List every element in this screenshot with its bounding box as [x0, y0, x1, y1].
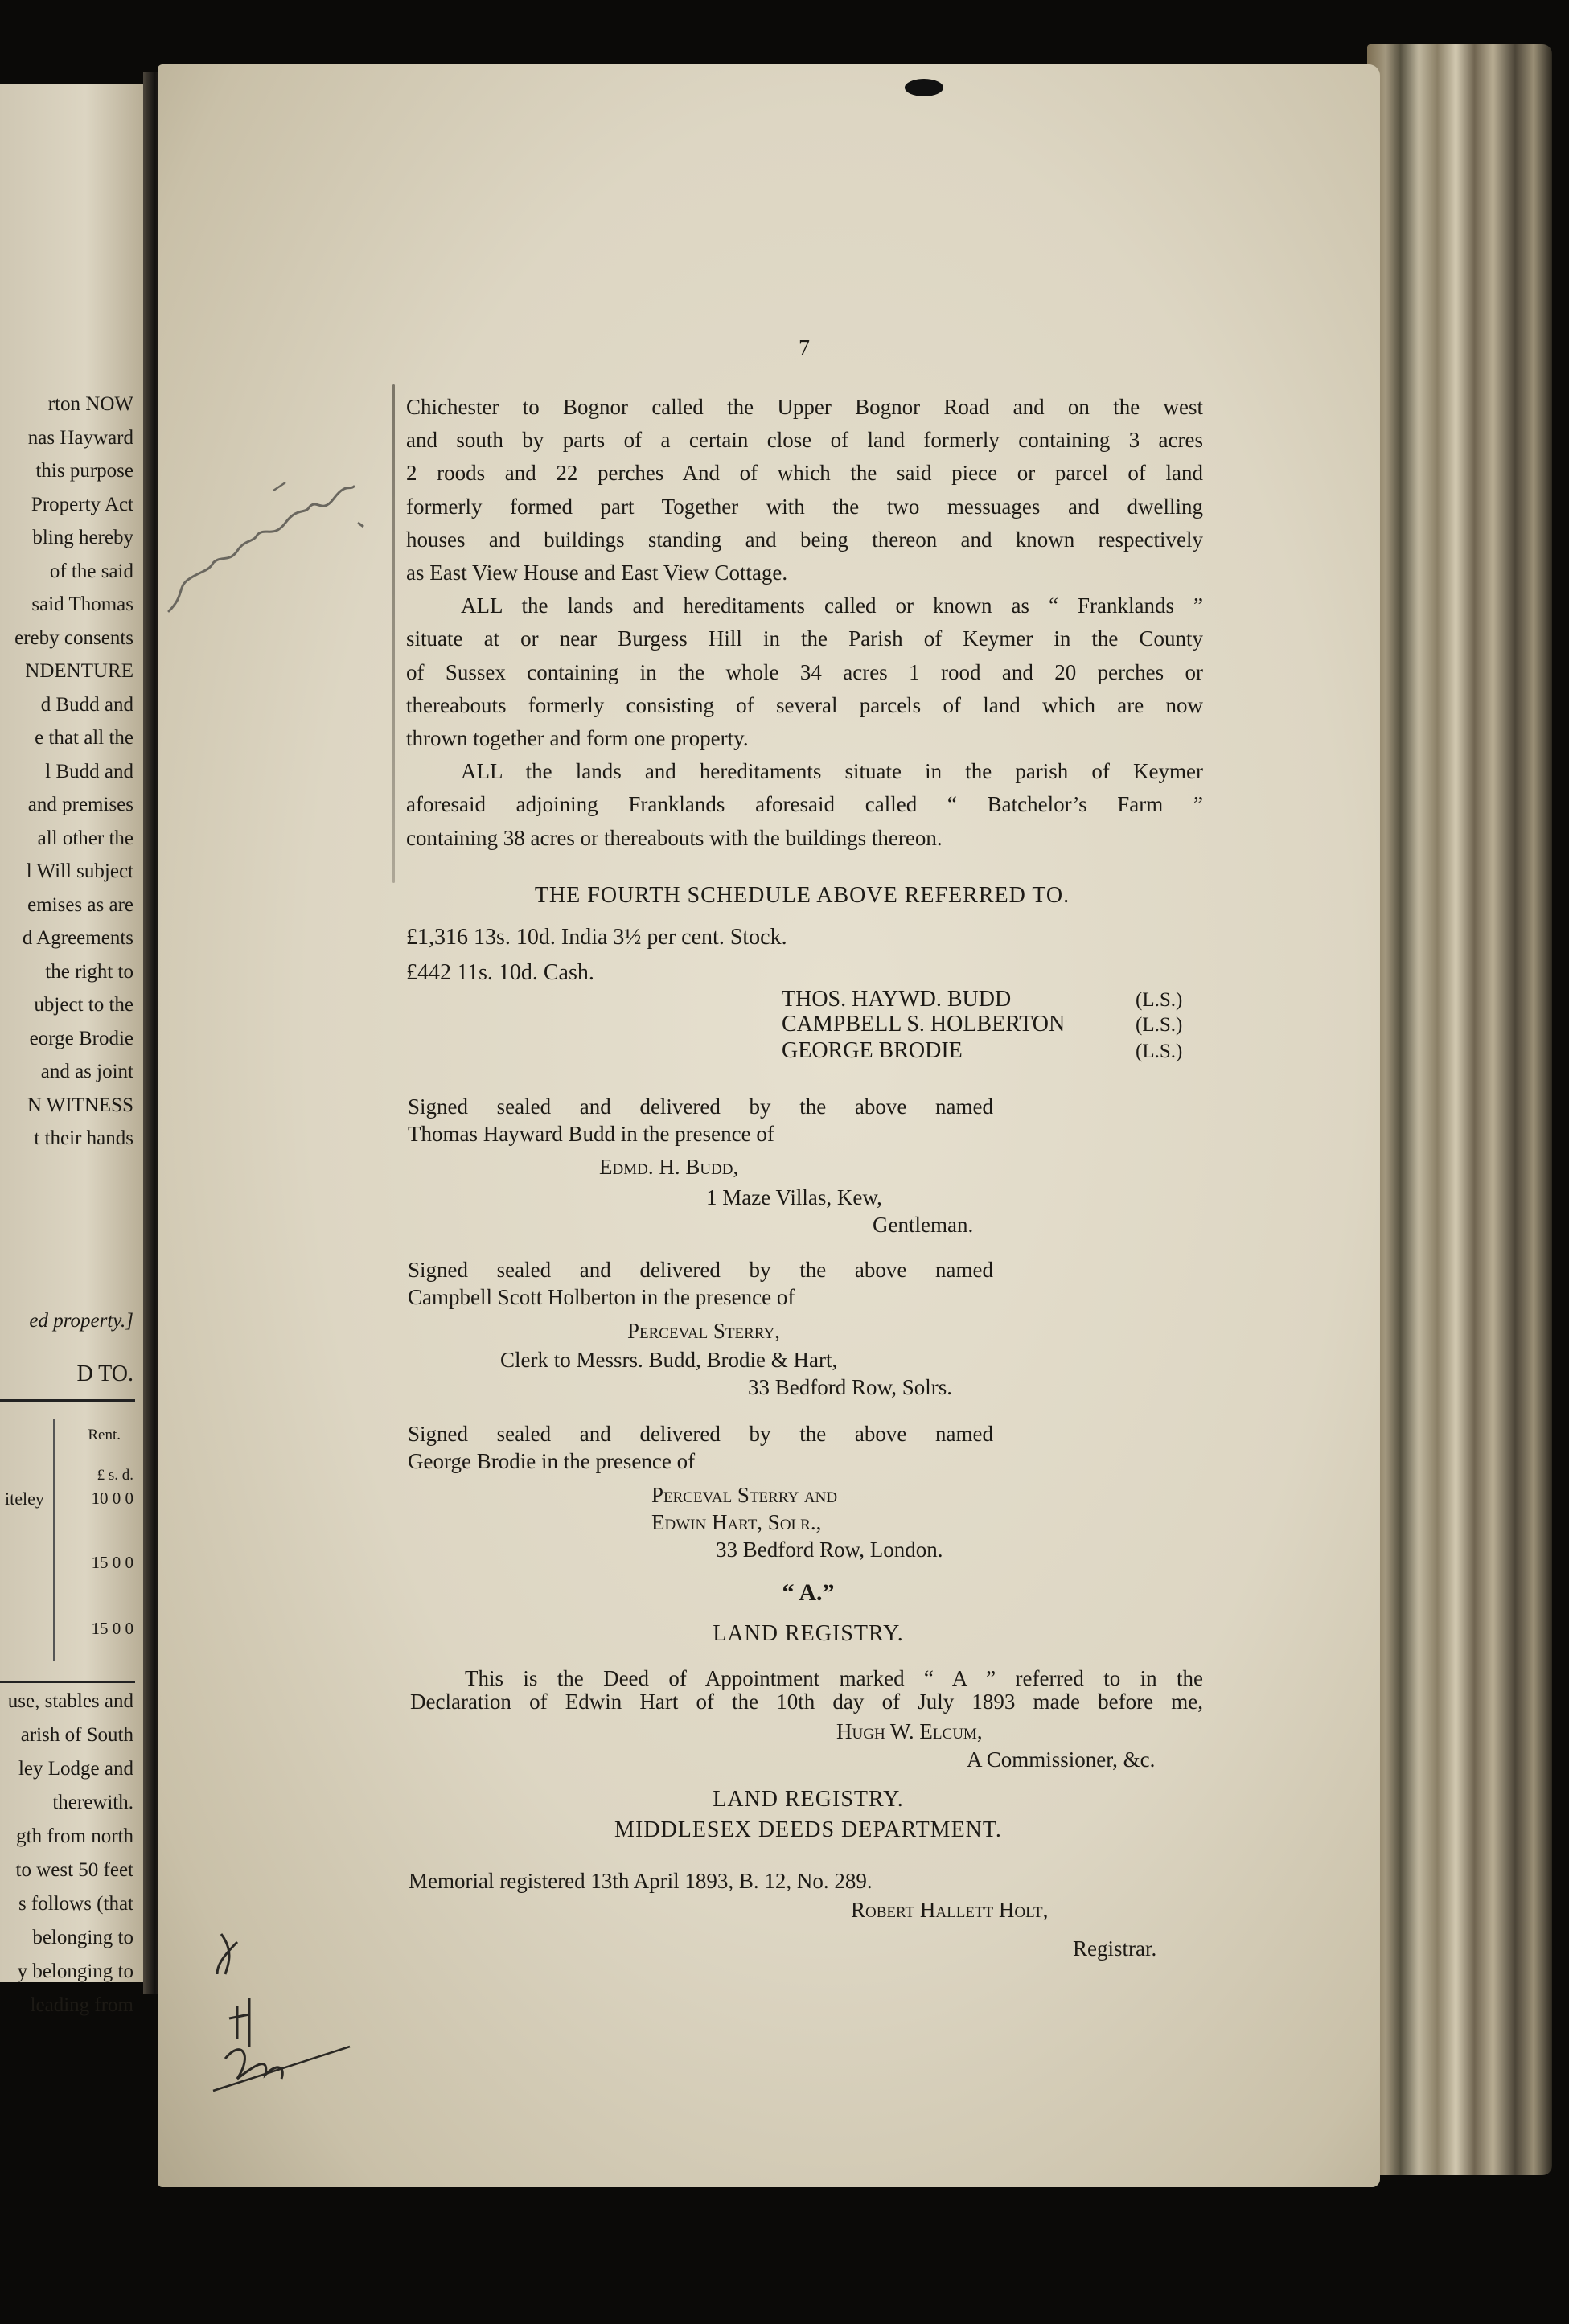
facing-page-line: e that all the: [35, 727, 133, 749]
witness-name: Edwin Hart, Solr.,: [651, 1510, 822, 1534]
facing-page-line: ley Lodge and: [18, 1758, 133, 1780]
attestation-line: Campbell Scott Holberton in the presence of: [408, 1285, 795, 1309]
witness-name: Perceval Sterry and: [651, 1483, 838, 1507]
facing-page-line: nas Hayward: [27, 426, 133, 449]
facing-page-line: gth from north: [16, 1825, 133, 1847]
exhibit-text: Declaration of Edwin Hart of the 10th day of July 1893 made before me,: [410, 1690, 1203, 1714]
handwritten-margin-note: [153, 474, 386, 635]
body-line: and south by parts of a certain close of land formerly containing 3 acres: [406, 428, 1203, 453]
facing-page-line: ereby consents: [14, 626, 133, 649]
registry-heading: LAND REGISTRY.: [713, 1787, 904, 1812]
attestation-line: George Brodie in the presence of: [408, 1449, 696, 1473]
facing-page-heading: D TO.: [76, 1361, 133, 1386]
facing-page-line: arish of South: [20, 1724, 133, 1746]
facing-table-row-label: iteley: [5, 1488, 44, 1509]
signatory-name: THOS. HAYWD. BUDD: [782, 987, 1012, 1012]
schedule-item: £442 11s. 10d. Cash.: [406, 960, 594, 985]
facing-page-line: and as joint: [40, 1061, 133, 1082]
body-line: ALL the lands and hereditaments situate in the parish of Keymer: [461, 759, 1203, 784]
facing-page-line: d Agreements: [22, 927, 133, 949]
schedule-heading: THE FOURTH SCHEDULE ABOVE REFERRED TO.: [534, 883, 1070, 908]
seal-mark: (L.S.): [1136, 989, 1183, 1011]
facing-page-line: all other the: [37, 827, 133, 849]
facing-page-line: to west 50 feet: [15, 1859, 133, 1881]
facing-page-line: emises as are: [27, 893, 133, 916]
facing-page-line: y belonging to: [17, 1961, 133, 1982]
facing-page-line: leading from: [30, 1994, 133, 2016]
seal-mark: (L.S.): [1136, 1041, 1183, 1062]
ink-smudge: [905, 79, 943, 96]
exhibit-heading: LAND REGISTRY.: [713, 1621, 904, 1646]
seal-mark: (L.S.): [1136, 1014, 1183, 1036]
attestation-line: Signed sealed and delivered by the above named: [408, 1258, 993, 1282]
body-line: containing 38 acres or thereabouts with the buildings thereon.: [406, 825, 943, 850]
facing-page-line: use, stables and: [7, 1690, 133, 1712]
registry-department: MIDDLESEX DEEDS DEPARTMENT.: [614, 1817, 1002, 1842]
signatory-name: GEORGE BRODIE: [782, 1038, 963, 1063]
body-line: thrown together and form one property.: [406, 726, 749, 750]
body-line: as East View House and East View Cottage.: [406, 560, 788, 585]
facing-table-value: 15 0 0: [91, 1553, 133, 1572]
facing-page-line: belonging to: [32, 1927, 133, 1948]
facing-page-line: bling hereby: [32, 527, 133, 548]
witness-name: Perceval Sterry,: [627, 1319, 780, 1343]
body-line: houses and buildings standing and being thereon and known respectively: [406, 527, 1203, 552]
body-line: aforesaid adjoining Franklands aforesaid called “ Batchelor’s Farm ”: [406, 792, 1203, 817]
facing-page-line: N WITNESS: [27, 1094, 133, 1116]
facing-page-line: d Budd and: [40, 693, 133, 716]
facing-page-line: said Thomas: [31, 593, 133, 615]
witness-name: Edmd. H. Budd,: [599, 1155, 739, 1179]
memorial-line: Memorial registered 13th April 1893, B. 12, No. 289.: [409, 1869, 873, 1893]
body-line: situate at or near Burgess Hill in the Parish of Keymer in the County: [406, 626, 1203, 651]
facing-page-line: NDENTURE: [25, 660, 133, 682]
commissioner-title: A Commissioner, &c.: [967, 1747, 1156, 1772]
body-line: of Sussex containing in the whole 34 acres 1 rood and 20 perches or: [406, 659, 1203, 684]
facing-table-value: 10 0 0: [91, 1488, 133, 1508]
facing-table-header: Rent.: [88, 1427, 121, 1443]
facing-page-line: this purpose: [35, 460, 133, 482]
margin-bracket: [392, 384, 395, 883]
body-line: thereabouts formerly consisting of several parcels of land which are now: [406, 692, 1203, 717]
facing-page-line: s follows (that: [18, 1893, 133, 1915]
witness-occupation: Gentleman.: [873, 1213, 974, 1237]
body-line: ALL the lands and hereditaments called or known as “ Franklands ”: [461, 593, 1203, 618]
page-number: 7: [799, 336, 810, 361]
facing-page-line: the right to: [45, 960, 133, 983]
signatory-name: CAMPBELL S. HOLBERTON: [782, 1012, 1066, 1037]
witness-address: 33 Bedford Row, Solrs.: [748, 1375, 952, 1399]
facing-page-line: Property Act: [31, 493, 133, 515]
facing-page-line: of the said: [49, 560, 133, 582]
facing-table-units: £ s. d.: [97, 1467, 133, 1484]
registrar-title: Registrar.: [1073, 1936, 1157, 1961]
witness-occupation: Clerk to Messrs. Budd, Brodie & Hart,: [500, 1348, 838, 1372]
schedule-item: £1,316 13s. 10d. India 3½ per cent. Stock.: [406, 925, 787, 950]
handwritten-initials: [205, 1918, 358, 2103]
attestation-line: Signed sealed and delivered by the above named: [408, 1422, 993, 1446]
facing-page-italic-line: ed property.]: [29, 1310, 133, 1332]
body-line: formerly formed part Together with the two messuages and dwelling: [406, 494, 1203, 519]
witness-address: 33 Bedford Row, London.: [716, 1538, 943, 1562]
witness-address: 1 Maze Villas, Kew,: [706, 1185, 882, 1209]
exhibit-mark: “ A.”: [782, 1579, 835, 1606]
body-line: 2 roods and 22 perches And of which the said piece or parcel of land: [406, 461, 1203, 486]
facing-page-line: eorge Brodie: [29, 1027, 133, 1049]
facing-page-line: ubject to the: [34, 994, 133, 1016]
facing-page-line: l Budd and: [45, 760, 133, 782]
facing-page-line: therewith.: [52, 1792, 133, 1813]
facing-page-line: l Will subject: [26, 860, 133, 882]
facing-table-value: 15 0 0: [91, 1619, 133, 1638]
registrar-name: Robert Hallett Holt,: [851, 1898, 1049, 1922]
body-line: Chichester to Bognor called the Upper Bognor Road and on the west: [406, 395, 1203, 419]
facing-page-line: rton NOW: [47, 393, 133, 415]
facing-page-line: t their hands: [34, 1127, 133, 1149]
attestation-line: Thomas Hayward Budd in the presence of: [408, 1122, 774, 1146]
exhibit-text: This is the Deed of Appointment marked “ A ” referred to in the: [465, 1666, 1203, 1690]
attestation-line: Signed sealed and delivered by the above named: [408, 1094, 993, 1119]
facing-page-line: and premises: [27, 794, 133, 815]
commissioner-name: Hugh W. Elcum,: [836, 1719, 983, 1743]
